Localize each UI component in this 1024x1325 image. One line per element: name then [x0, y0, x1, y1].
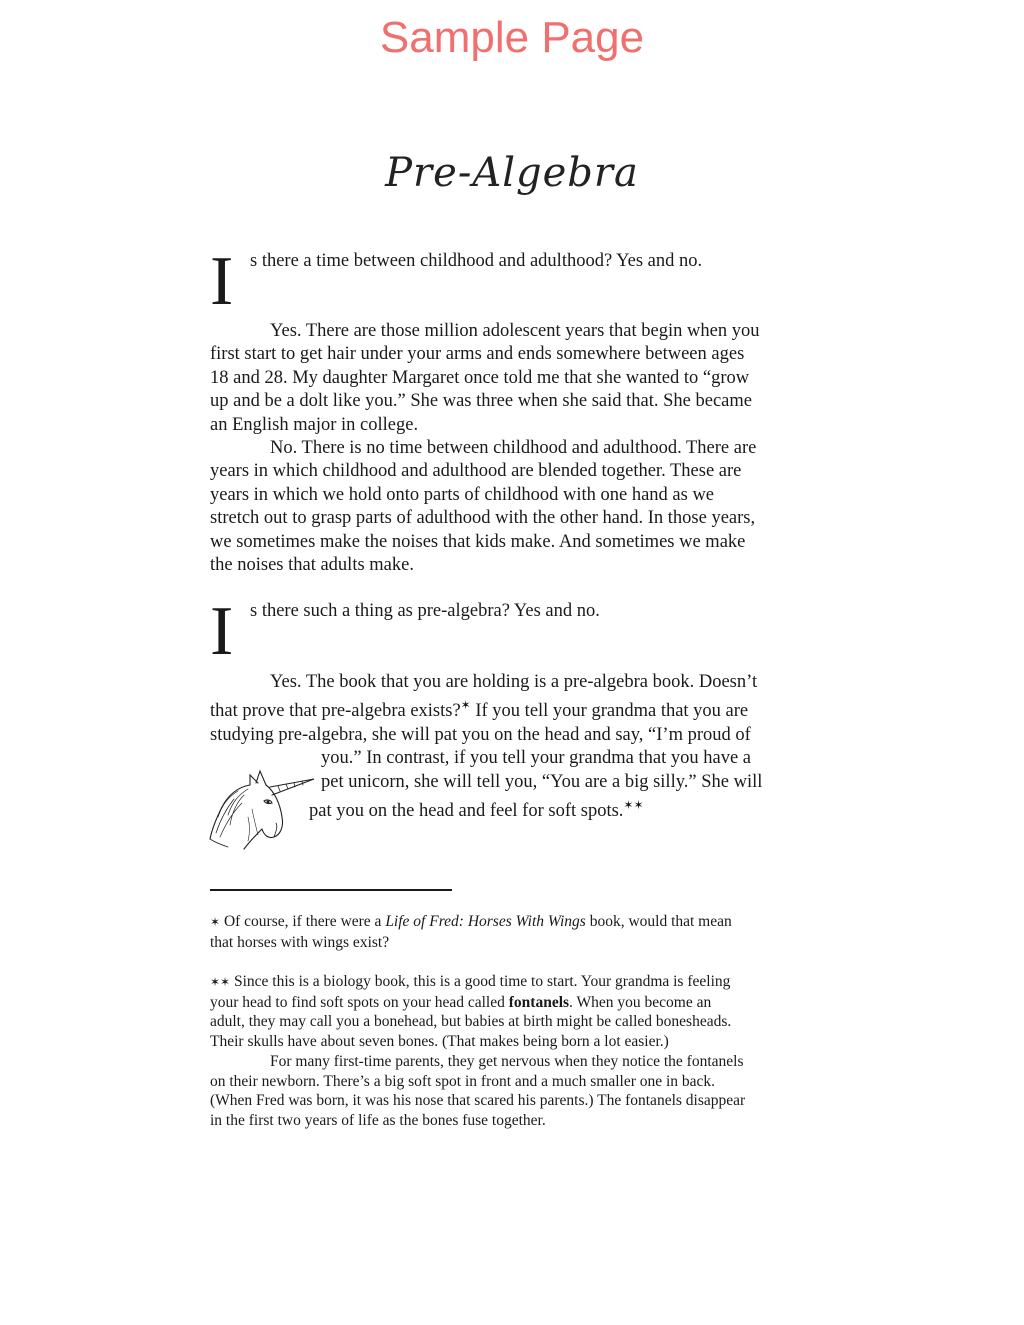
section2-opening: [210, 593, 820, 670]
footnote-marker: ✶: [210, 915, 221, 929]
chapter-title: Pre-Algebra: [385, 150, 639, 196]
footnote-line: (When Fred was born, it was his nose that scared his parents.) The fontanels disappear: [210, 1092, 746, 1110]
body-line: pet unicorn, she will tell you, “You are a big silly.” She will: [321, 771, 763, 792]
footnote-1: [210, 912, 820, 952]
body-text-part: pat you on the head and feel for soft spots.: [309, 801, 624, 822]
body-line: studying pre-algebra, she will pat you on the head and say, “I’m proud of: [210, 724, 751, 745]
footnote-line: [210, 993, 820, 1013]
footnote-text: your head to find soft spots on your head called: [210, 993, 509, 1011]
opening-question: s there a time between childhood and adulthood? Yes and no.: [250, 251, 703, 271]
body-line: years in which we hold onto parts of childhood with one hand as we: [210, 484, 715, 505]
footnote-line: Their skulls have about seven bones. (That makes being born a lot easier.): [210, 1033, 669, 1051]
footnote-line: in the first two years of life as the bones fuse together.: [210, 1111, 546, 1129]
footnote-marker: ✶✶: [623, 798, 644, 813]
footnote-marker: ✶✶: [210, 975, 231, 989]
footnote-text: book, would that mean: [585, 913, 732, 930]
opening-question: s there such a thing as pre-algebra? Yes and no.: [250, 601, 600, 621]
bold-term: fontanels: [508, 993, 570, 1011]
body-line: years in which childhood and adulthood are blended together. These are: [210, 461, 742, 482]
body-line: we sometimes make the noises that kids make. And sometimes we make: [210, 531, 746, 552]
body-text-part: If you tell your grandma that you are: [470, 701, 749, 722]
drop-cap: I: [210, 593, 234, 670]
footnote-text: Of course, if there were a: [220, 913, 386, 930]
body-text-part: that prove that pre-algebra exists?: [210, 701, 461, 722]
section1-opening: [210, 243, 820, 320]
body-line: No. There is no time between childhood and adulthood. There are: [270, 438, 757, 459]
footnote-text: . When you become an: [569, 993, 712, 1011]
body-line: up and be a dolt like you.” She was three when she said that. She became: [210, 391, 752, 412]
body-line: Yes. There are those million adolescent years that begin when you: [270, 321, 760, 341]
footnote-line: [210, 912, 820, 933]
body-line: [210, 694, 820, 724]
footnote-line: [210, 972, 820, 993]
book-title: Life of Fred: Horses With Wings: [385, 913, 586, 930]
footnote-line: For many first-time parents, they get nervous when they notice the fontanels: [270, 1052, 744, 1070]
footnote-divider: [210, 889, 452, 891]
footnote-line: adult, they may call you a bonehead, but babies at birth might be called bonesheads.: [210, 1013, 732, 1031]
body-line: an English major in college.: [210, 414, 419, 435]
footnote-text: Since this is a biology book, this is a good time to start. Your grandma is feeling: [230, 973, 731, 990]
sample-page-watermark: Sample Page: [379, 13, 645, 62]
footnote-marker: ✶: [460, 698, 471, 713]
footnote-line: on their newborn. There’s a big soft spot in front and a much smaller one in back.: [210, 1072, 716, 1090]
section1-body: [210, 320, 820, 577]
body-line: 18 and 28. My daughter Margaret once told me that she wanted to “grow: [210, 367, 750, 388]
drop-cap: I: [210, 243, 234, 320]
footnote-2: [210, 972, 820, 1131]
body-line: stretch out to grasp parts of adulthood with the other hand. In those years,: [210, 508, 756, 529]
body-line: you.” In contrast, if you tell your grandma that you have a: [321, 748, 751, 769]
unicorn-head-icon: [208, 765, 318, 850]
body-line: first start to get hair under your arms and ends somewhere between ages: [210, 344, 745, 365]
footnote-line: that horses with wings exist?: [210, 933, 390, 951]
body-line: Yes. The book that you are holding is a pre-algebra book. Doesn’t: [270, 672, 758, 692]
body-line: the noises that adults make.: [210, 555, 414, 576]
